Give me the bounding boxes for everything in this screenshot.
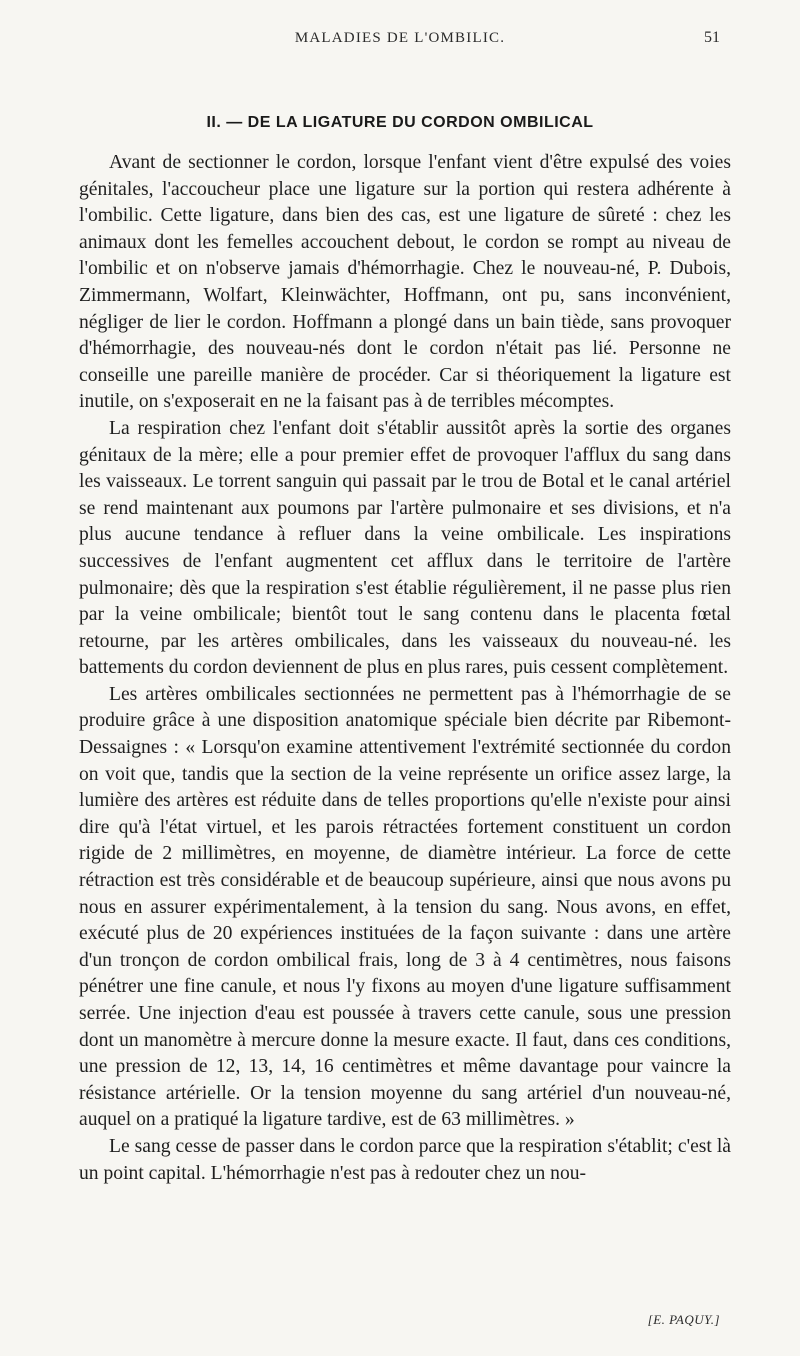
paragraph-2: La respiration chez l'enfant doit s'établir aussitôt après la sortie des organes génitaux de la mère; elle a pour premier effet de provoquer l'afflux du sang dans les vaisseaux. Le torrent sanguin qui passait par le trou de Botal et le canal artériel se rend maintenant aux poumons par l'artère pulmonaire et ses divisions, et n'a plus aucune tendance à refluer dans la veine ombilicale. Les inspirations successives de l'enfant augmentent cet afflux dans le territoire de l'artère pulmonaire; dès que la respiration s'est établie régulièrement, il ne passe plus rien par la veine ombilicale; bientôt tout le sang contenu dans le placenta fœtal retourne, par les artères ombilicales, dans les vaisseaux du nouveau-né. les battements du cordon deviennent de plus en plus rares, puis cessent complètement. — [79, 417, 731, 679]
paragraph-1: Avant de sectionner le cordon, lorsque l'enfant vient d'être expulsé des voies génitales, l'accoucheur place une ligature sur la portion qui restera adhérente à l'ombilic. Cette ligature, dans bien des cas, est une ligature de sûreté : chez les animaux dont les femelles accouchent debout, le cordon se rompt au niveau de l'ombilic et on n'observe jamais d'hémorrhagie. Chez le nouveau-né, P. Dubois, Zimmermann, Wolfart, Kleinwächter, Hoffmann, ont pu, sans inconvénient, négliger de lier le cordon. Hoffmann a plongé dans un bain tiède, sans provoquer d'hémorrhagie, des nouveau-nés dont le cordon n'était pas lié. Personne ne conseille une pareille manière de procéder. Car si théoriquement la ligature est inutile, on s'exposerait en ne la faisant pas à de terribles mécomptes. — [79, 152, 731, 413]
paragraph-3: Les artères ombilicales sectionnées ne permettent pas à l'hémorrhagie de se produire grâce à une disposition anatomique spéciale bien décrite par Ribemont-Dessaignes : « Lorsqu'on examine attentivement l'extrémité sectionnée du cordon on voit que, tandis que la section de la veine représente un orifice assez large, la lumière des artères est réduite dans de telles proportions qu'elle n'existe pour ainsi dire qu'à l'état virtuel, et les parois rétractées fortement constituent un cordon rigide de 2 millimètres, en moyenne, de diamètre intérieur. La force de cette rétraction est très considérable et de beaucoup supérieure, ainsi que nous avons pu nous en assurer expérimentalement, à la tension du sang. Nous avons, en effet, exécuté plus de 20 expériences instituées de la façon suivante : dans une artère d'un tronçon de cordon ombilical frais, long de 3 à 4 centimètres, nous faisons pénétrer une fine canule, et nous l'y fixons au moyen d'une ligature suffisamment serrée. Une injection d'eau est poussée à travers cette canule, sous une pression dont un manomètre à mercure donne la mesure exacte. Il faut, dans ces conditions, une pression de 12, 13, 14, 16 centimètres et même davantage pour vaincre la résistance artérielle. Or la tension moyenne du sang artériel d'un nouveau-né, auquel on a pratiqué la ligature tardive, est de 63 millimètres. » — [79, 683, 731, 1131]
section-title: II. — DE LA LIGATURE DU CORDON OMBILICAL — [206, 114, 594, 131]
page-number: 51 — [704, 29, 720, 46]
paragraph-4: Le sang cesse de passer dans le cordon parce que la respiration s'établit; c'est là un point capital. L'hémorrhagie n'est pas à redouter chez un nou- — [79, 1135, 731, 1184]
printer-signature: [E. PAQUY.] — [647, 1312, 720, 1327]
body-text — [79, 150, 731, 1187]
running-head: MALADIES DE L'OMBILIC. — [294, 30, 506, 46]
